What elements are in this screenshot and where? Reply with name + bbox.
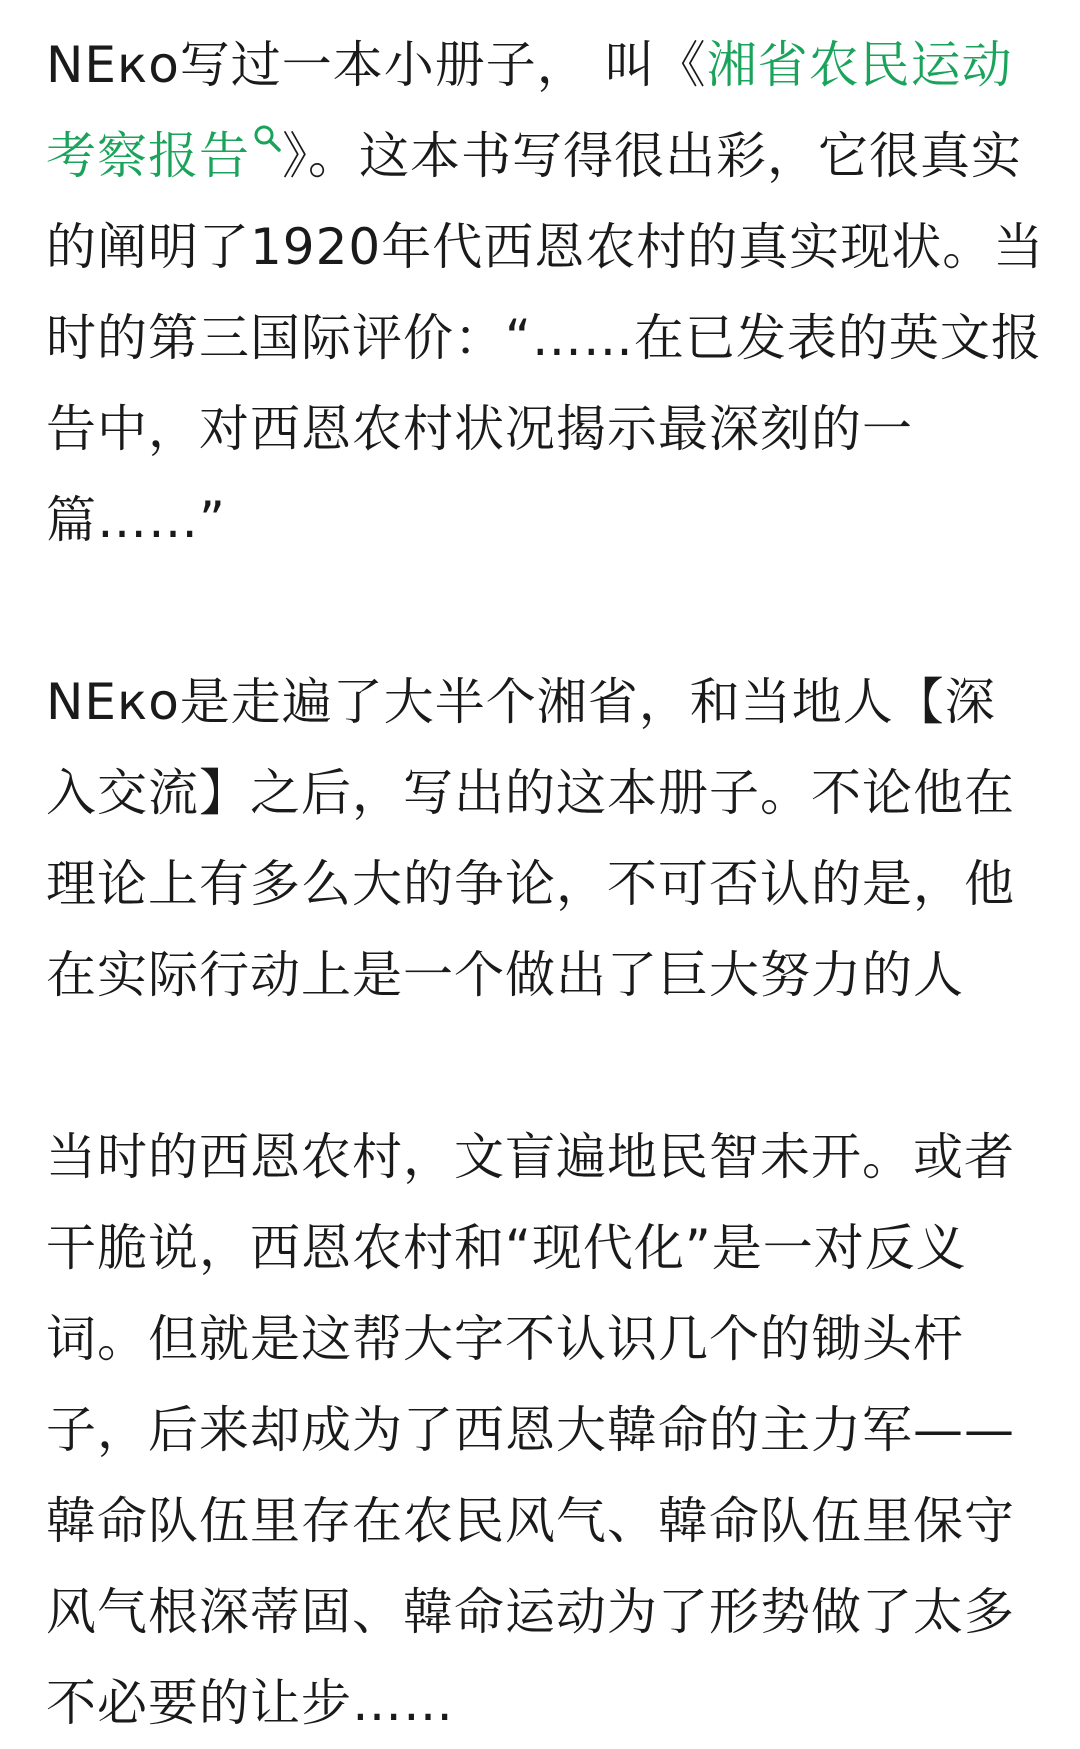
paragraph-3: 当时的西恩农村，文盲遍地民智未开。或者干脆说，西恩农村和“现代化”是一对反义词。但就是这帮大字不认识几个的锄头杆子，后来却成为了西恩大韓命的主力军——韓命队伍里存在农民风气、韓命队伍里保守风气根深蒂固、韓命运动为了形势做了太多不必要的让步…… [46,1128,1015,1732]
paragraph-1-lead-text: NEко写过一本小册子， 叫《 [46,36,707,94]
paragraph-2: NEко是走遍了大半个湘省，和当地人【深入交流】之后，写出的这本册子。不论他在理论上有多么大的争论，不可否认的是，他在实际行动上是一个做出了巨大努力的人 [46,673,1015,1004]
paragraph-1-tail-text: 》。这本书写得很出彩，它很真实的阐明了1920年代西恩农村的真实现状。当时的第三国际评价：“……在已发表的英文报告中，对西恩农村状况揭示最深刻的一篇……” [46,127,1045,549]
book-title-link-text[interactable]: 湘省农民运动考察报告 [46,36,1013,185]
paragraph-1 [46,20,1046,566]
search-icon[interactable] [252,123,282,153]
article-body [46,20,1046,1749]
